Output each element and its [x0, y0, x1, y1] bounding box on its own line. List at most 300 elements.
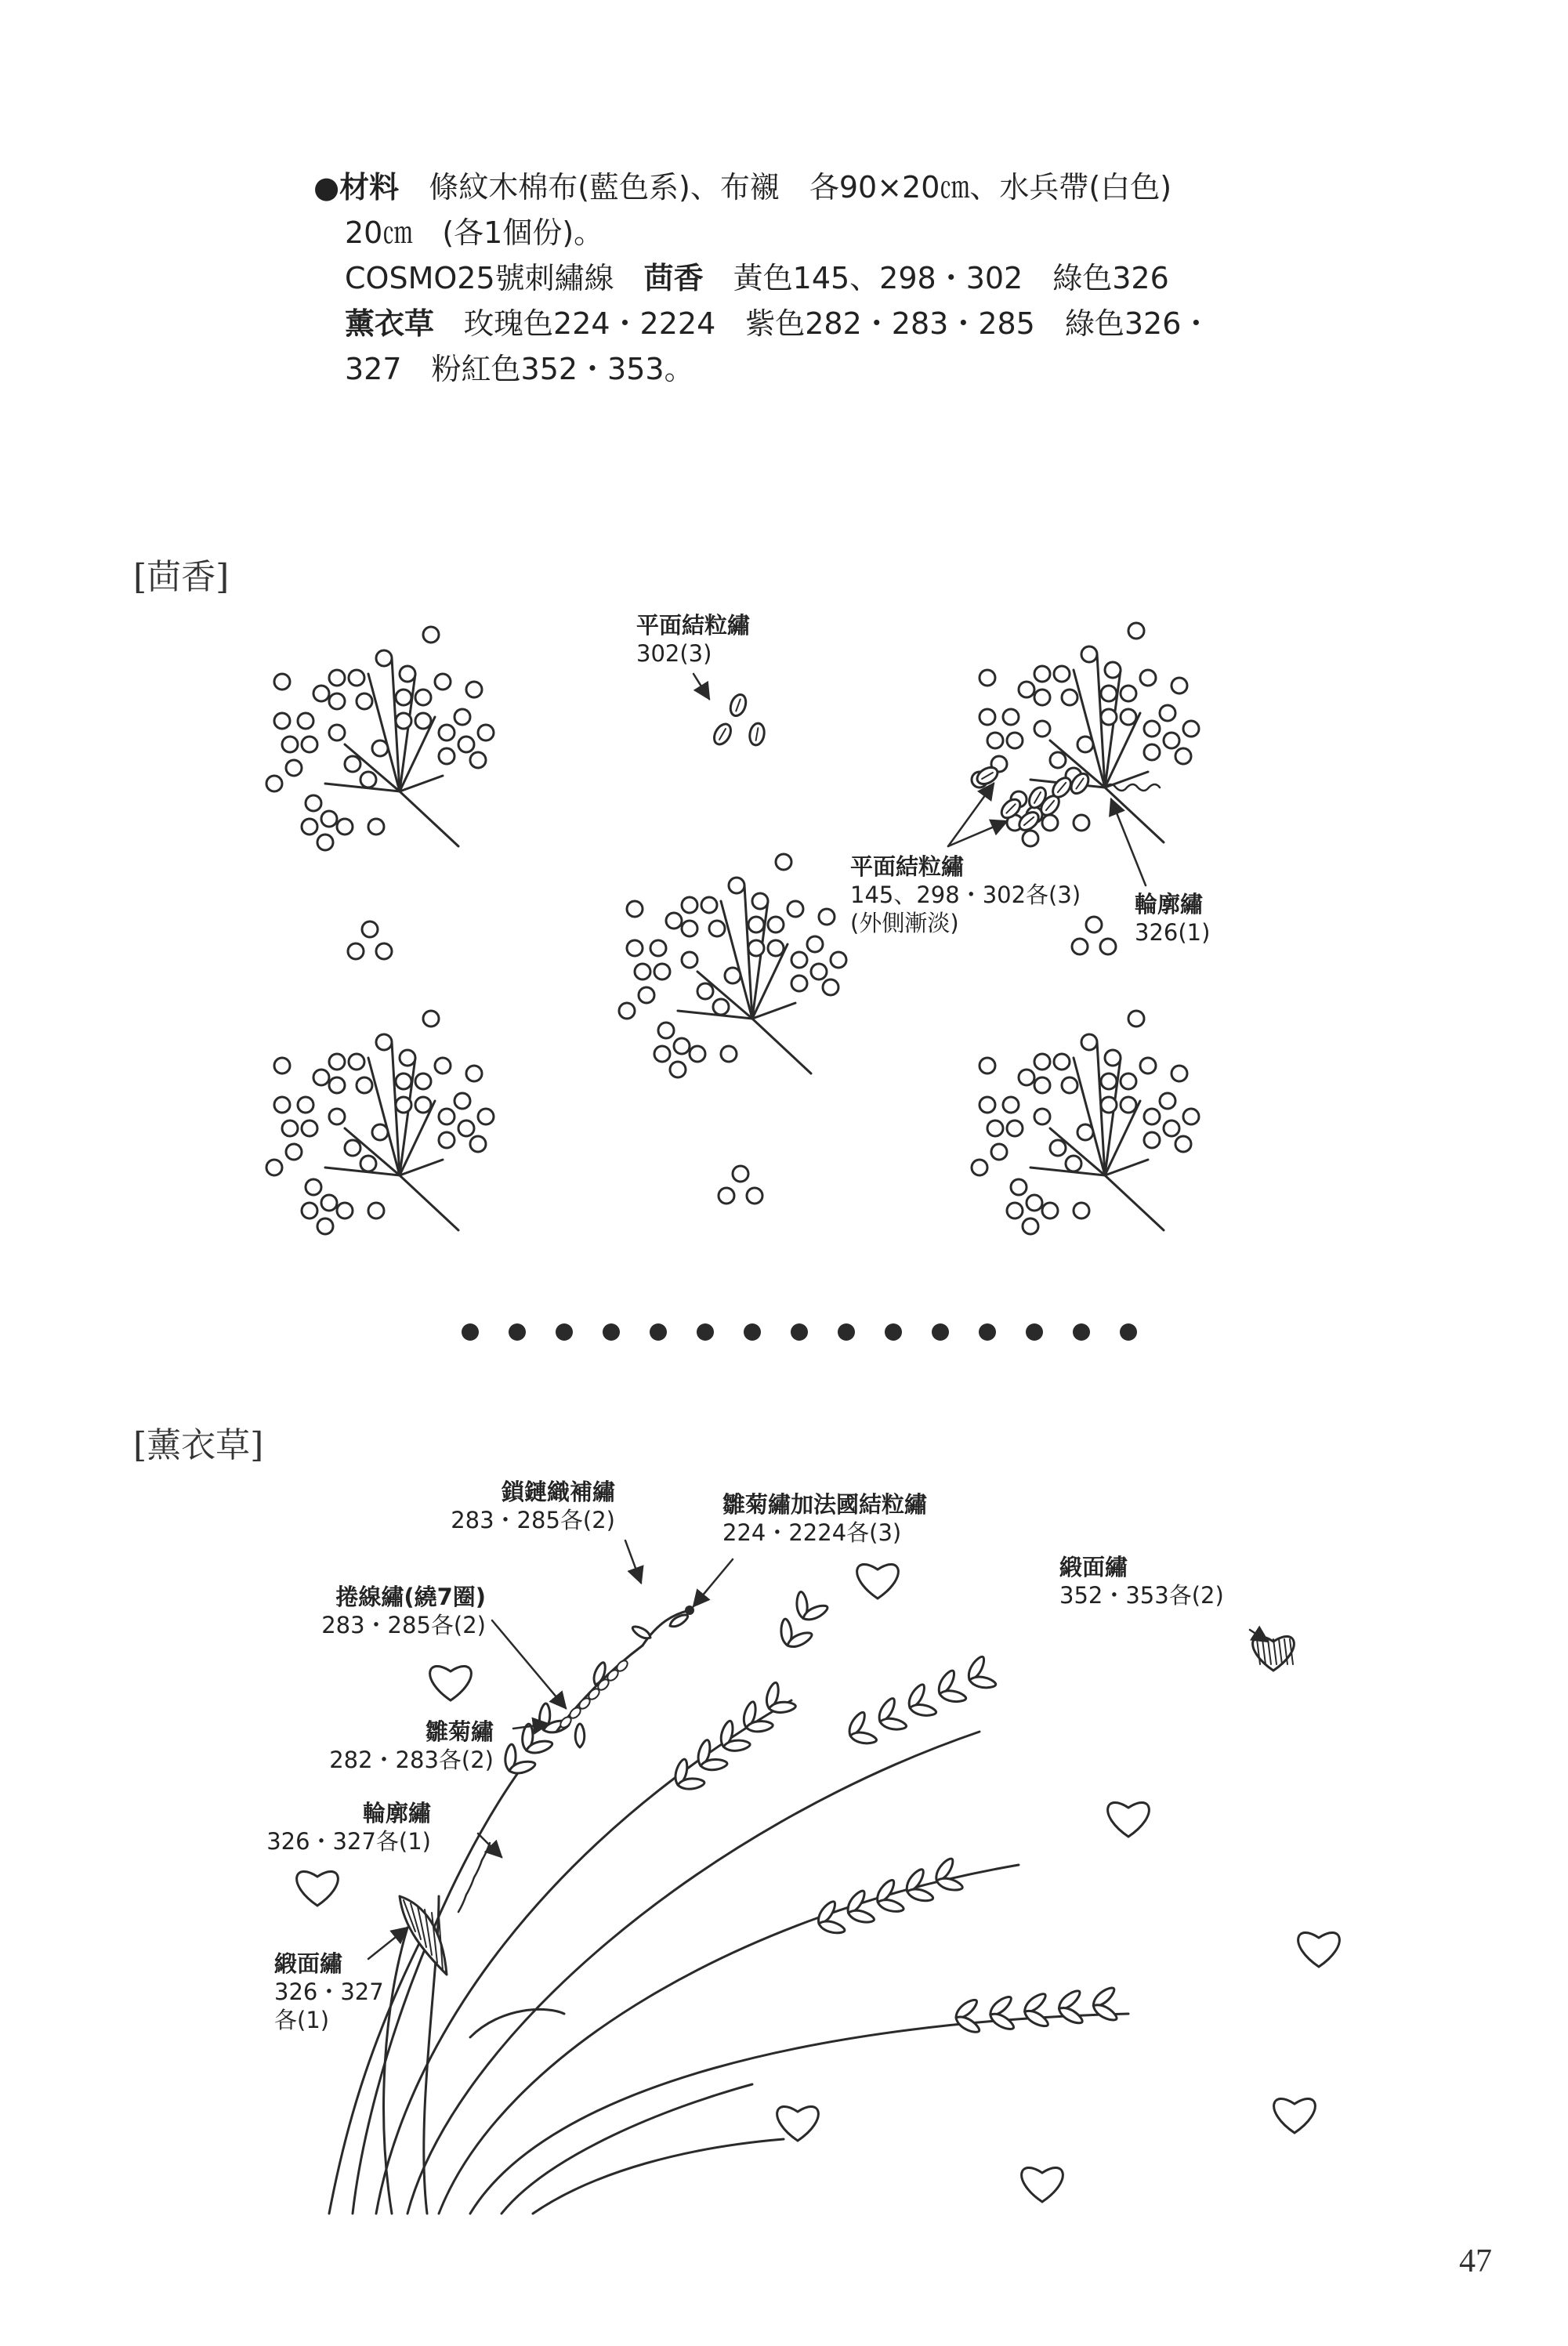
seed-dot	[466, 682, 482, 697]
seed-dot	[435, 674, 451, 690]
heart-outline	[1274, 2098, 1316, 2133]
lavender-spike-1	[701, 1760, 727, 1770]
heart-outline	[857, 1564, 899, 1598]
label-note: 326(1)	[1135, 919, 1211, 946]
seed-dot	[1101, 686, 1117, 701]
materials-text-1: 條紋木棉布(藍色系)、布襯 各90×20㎝、水兵帶(白色)	[429, 170, 1172, 205]
seed-dot	[690, 1046, 705, 1062]
seed-dot	[682, 952, 697, 968]
seed-dot	[329, 725, 345, 740]
seed-dot	[1128, 623, 1144, 639]
seed-dot	[470, 1136, 486, 1152]
seed-dot	[415, 1097, 431, 1113]
heart-satin-icon	[1253, 1636, 1295, 1671]
seed-dot	[627, 901, 643, 917]
lavender-spike-2	[850, 1732, 877, 1743]
arrow-daisy-french	[693, 1559, 733, 1606]
seed-dot	[329, 1054, 345, 1070]
seed-dot	[376, 650, 392, 666]
seed-dot	[1121, 1097, 1136, 1113]
lavender-spike-4	[1059, 2008, 1082, 2023]
seed-dot	[423, 1011, 439, 1026]
seed-dot	[1160, 1093, 1175, 1109]
seed-dot	[286, 1144, 302, 1160]
thread-brand: COSMO25號刺繡線	[345, 261, 644, 295]
seed-dot	[317, 1218, 333, 1234]
seed-dot	[274, 1058, 290, 1073]
seed-dot	[396, 1073, 411, 1089]
stem	[1105, 787, 1164, 842]
seed-dot	[439, 1132, 454, 1148]
seed-dot	[372, 740, 388, 756]
heart-icon	[777, 2106, 819, 2141]
seed-dot	[682, 921, 697, 936]
seed-dot	[329, 1109, 345, 1124]
daisy-bud	[575, 1724, 584, 1747]
seed-dot	[752, 893, 768, 909]
seed-dot	[1034, 721, 1050, 737]
seed-dot	[776, 854, 791, 870]
seed-dot	[1054, 666, 1070, 682]
lavender-spike-4	[1025, 2011, 1048, 2026]
label-note: 145、298・302各(3)	[850, 882, 1081, 908]
seed-dot	[1183, 721, 1199, 737]
divider-dot	[509, 1323, 526, 1341]
seed-dot	[1171, 1066, 1187, 1081]
lavender-spike-2	[910, 1704, 936, 1715]
label-title: 輪廓繡	[1135, 891, 1204, 918]
seed-dot	[788, 901, 803, 917]
seed-dot	[980, 1058, 995, 1073]
label-note: (外側漸淡)	[850, 910, 959, 936]
seed-dot	[345, 756, 360, 772]
seed-dot	[372, 1124, 388, 1140]
seed-dot	[831, 952, 846, 968]
seed-dot	[349, 670, 364, 686]
seed-dot	[1105, 1050, 1121, 1066]
lavender-spike-1	[678, 1779, 704, 1789]
divider-dot	[979, 1323, 996, 1341]
seed-dot	[1066, 1156, 1081, 1171]
seed-dot	[458, 1121, 474, 1136]
label-note: 326・327	[274, 1979, 384, 2005]
lavender-spike-3	[907, 1889, 933, 1901]
seed-dot	[478, 725, 494, 740]
seed-dot	[811, 964, 827, 979]
seed-dot	[1050, 1140, 1066, 1156]
label-note: 282・283各(2)	[329, 1747, 494, 1773]
lavender-spike-4	[1059, 1991, 1079, 2009]
heart-icon	[1298, 1932, 1340, 1967]
seed-dot	[286, 760, 302, 776]
lavender-word: 薰衣草	[345, 306, 435, 341]
seed-dot	[1042, 1203, 1058, 1218]
lavender-leaf-blade	[384, 1928, 407, 2214]
seed-dot	[1023, 1218, 1038, 1234]
seed-dot	[1121, 1073, 1136, 1089]
divider-dot	[650, 1323, 667, 1341]
arrow-outline-lavender	[478, 1834, 502, 1857]
materials-line-2: 20㎝ (各1個份)。	[345, 215, 604, 250]
seed-dot	[266, 776, 282, 791]
seed-dot	[819, 909, 835, 925]
seed-dot	[357, 1077, 372, 1093]
seed-dot	[454, 1093, 470, 1109]
seed-dot	[337, 819, 353, 834]
seed-dot	[1175, 1136, 1191, 1152]
seed-dot	[329, 1077, 345, 1093]
heart-outline	[777, 2106, 819, 2141]
lavender-spike-2	[880, 1718, 907, 1729]
seed-dot	[1144, 1132, 1160, 1148]
seed-dot	[317, 834, 333, 850]
heart-icon	[1108, 1802, 1150, 1837]
seed-dot	[415, 1073, 431, 1089]
stem	[752, 1019, 811, 1073]
seed-dot	[823, 979, 838, 995]
seed-dot	[682, 897, 697, 913]
seed-dot	[1101, 1073, 1117, 1089]
seed-dot	[313, 1070, 329, 1085]
dot	[376, 943, 392, 959]
seed-dot	[972, 1160, 987, 1175]
arrow-chain	[625, 1540, 641, 1583]
seed-dot	[980, 709, 995, 725]
label-note: 283・285各(2)	[321, 1612, 486, 1638]
seed-dot	[987, 1121, 1003, 1136]
divider-dot	[1120, 1323, 1137, 1341]
dot	[348, 943, 364, 959]
heart-icon	[857, 1564, 899, 1598]
divider-dot	[1073, 1323, 1090, 1341]
seed-dot	[1007, 1203, 1023, 1218]
seed-dot	[360, 1156, 376, 1171]
seed-dot	[1019, 1070, 1034, 1085]
seed-dot	[1011, 1179, 1027, 1195]
seed-dot	[1077, 737, 1093, 752]
lavender-stem	[353, 1763, 525, 2214]
seed-dot	[329, 693, 345, 709]
seed-dot	[791, 976, 807, 991]
dot	[1072, 939, 1088, 954]
dot	[733, 1166, 748, 1182]
seed-dot	[748, 917, 764, 932]
divider-dot	[885, 1323, 902, 1341]
seed-dot	[725, 968, 741, 983]
seed-dot	[302, 819, 317, 834]
lavender-spike-2	[969, 1677, 996, 1688]
seed-dot	[1101, 709, 1117, 725]
divider-dot	[791, 1323, 808, 1341]
seed-dot	[1023, 831, 1038, 846]
fennel-umbel-top-left	[266, 627, 494, 850]
lavender-spike-2	[940, 1691, 966, 1702]
seed-dot	[1175, 748, 1191, 764]
dot-divider	[462, 1323, 1137, 1341]
seed-dot	[1160, 705, 1175, 721]
seed-dot	[302, 1203, 317, 1218]
seed-dot	[306, 1179, 321, 1195]
seed-dot	[400, 666, 415, 682]
seed-dot	[478, 1109, 494, 1124]
seed-dot	[1105, 662, 1121, 678]
dot	[1086, 917, 1102, 932]
seed-dot	[1034, 1077, 1050, 1093]
seed-dot	[274, 674, 290, 690]
label-arrows	[368, 674, 1268, 1959]
label-note: 302(3)	[636, 640, 712, 667]
seed-dot	[1062, 690, 1077, 705]
heart-icon	[1022, 2167, 1063, 2202]
seed-dot	[400, 1050, 415, 1066]
outline-stitch-detail	[1105, 784, 1160, 791]
seed-dot	[337, 1203, 353, 1218]
seed-dot	[697, 983, 713, 999]
seed-dot	[466, 1066, 482, 1081]
lavender-spike-4	[990, 1997, 1011, 2015]
seed-dot	[980, 1097, 995, 1113]
lavender-spike-4	[956, 2017, 980, 2032]
fennel-word: 茴香	[643, 261, 704, 295]
seed-dot	[1054, 1054, 1070, 1070]
seed-dot	[454, 709, 470, 725]
label-note: 352・353各(2)	[1059, 1582, 1224, 1609]
seed-dot	[321, 811, 337, 827]
seed-dot	[1034, 1054, 1050, 1070]
seed-dot	[376, 1034, 392, 1050]
heart-outline	[297, 1871, 339, 1906]
seed-dot	[1062, 1077, 1077, 1093]
arrow-outline-fennel	[1111, 799, 1146, 885]
seed-dot	[654, 1046, 670, 1062]
divider-dot	[1026, 1323, 1043, 1341]
label-note: 283・285各(2)	[451, 1507, 615, 1533]
seed-dot	[274, 1097, 290, 1113]
dot	[747, 1188, 762, 1204]
label-title: 緞面繡	[1059, 1554, 1128, 1580]
daisy-french-petal	[632, 1627, 650, 1638]
seed-dot	[1128, 1011, 1144, 1026]
seed-dot	[435, 1058, 451, 1073]
seed-dot	[1042, 815, 1058, 831]
seed-dot	[1121, 686, 1136, 701]
outline-stitch-segment	[458, 1843, 490, 1912]
seed-dot	[345, 1140, 360, 1156]
seed-dot	[670, 1062, 686, 1077]
seed-dot	[1050, 752, 1066, 768]
label-title: 捲線繡(繞7圈)	[335, 1584, 486, 1610]
seed-dot	[701, 897, 717, 913]
lavender-spike-1	[723, 1740, 750, 1750]
seed-dot	[666, 913, 682, 929]
seed-dot	[1144, 1109, 1160, 1124]
seed-dot	[1183, 1109, 1199, 1124]
lavender-spike-3	[819, 1921, 845, 1933]
label-note: 224・2224各(3)	[722, 1519, 902, 1546]
seed-dot	[713, 999, 729, 1015]
label-title: 雛菊繡	[425, 1718, 494, 1745]
seed-dot	[1074, 1203, 1089, 1218]
label-title: 鎖鏈織補繡	[501, 1479, 615, 1505]
seed-dot	[980, 670, 995, 686]
label-title: 平面結粒繡	[636, 612, 751, 639]
seed-dot	[729, 878, 744, 893]
seed-dot	[635, 964, 650, 979]
seed-dot	[470, 752, 486, 768]
label-note: 各(1)	[274, 2007, 330, 2033]
heart-outline	[430, 1666, 472, 1700]
heart-outline	[1108, 1802, 1150, 1837]
divider-dot	[697, 1323, 714, 1341]
fennel-umbel-bottom-right	[972, 1011, 1199, 1234]
seed-dot	[807, 936, 823, 952]
seed-dot	[1074, 815, 1089, 831]
fennel-dot-trio-left	[348, 921, 392, 959]
divider-dot	[744, 1323, 761, 1341]
fennel-umbel-bottom-left	[266, 1011, 494, 1234]
seed-dot	[282, 1121, 298, 1136]
lavender-spike-1	[769, 1702, 795, 1712]
seed-dot	[266, 1160, 282, 1175]
seed-dot	[1144, 744, 1160, 760]
divider-dot	[556, 1323, 573, 1341]
label-title: 緞面繡	[274, 1950, 343, 1977]
lavender-spike-3	[936, 1878, 962, 1890]
seed-dot	[1034, 666, 1050, 682]
seed-dot	[987, 733, 1003, 748]
stem	[400, 1175, 458, 1230]
lavender-spike-4	[956, 2000, 976, 2018]
seed-dot	[458, 737, 474, 752]
fennel-umbel-center	[619, 854, 846, 1077]
stem	[1105, 1175, 1164, 1230]
divider-dot	[838, 1323, 855, 1341]
divider-dot	[603, 1323, 620, 1341]
bullet-icon: ●	[313, 170, 340, 205]
seed-dot	[396, 1097, 411, 1113]
heart-outline	[1298, 1932, 1340, 1967]
lavender-spike-4	[1025, 1994, 1045, 2012]
dot	[1100, 939, 1116, 954]
lavender-spike-4	[990, 2014, 1014, 2029]
seed-dot	[768, 917, 784, 932]
lavender-spike-4	[1093, 1988, 1114, 2006]
seed-dot	[1003, 709, 1019, 725]
lavender-leaf-blade	[329, 1935, 423, 2214]
seed-dot	[619, 1003, 635, 1019]
seed-dot	[1003, 1097, 1019, 1113]
seed-dot	[1007, 733, 1023, 748]
seed-dot	[1164, 733, 1179, 748]
seed-dot	[349, 1054, 364, 1070]
seed-dot	[768, 940, 784, 956]
seed-dot	[298, 713, 313, 729]
arrow-satin-bottom	[368, 1928, 407, 1959]
heart-icon	[430, 1666, 472, 1700]
seed-dot	[415, 713, 431, 729]
seed-dot	[627, 940, 643, 956]
seed-dot	[415, 690, 431, 705]
seed-dot	[306, 795, 321, 811]
arrow-flat-knot-top	[693, 674, 709, 699]
seed-dot	[1034, 690, 1050, 705]
label-note: 326・327各(1)	[266, 1828, 431, 1855]
fennel-dot-trio-right	[1072, 917, 1116, 954]
seed-dot	[1081, 646, 1097, 662]
lavender-colors: 玫瑰色224・2224 紫色282・283・285 綠色326・	[434, 306, 1211, 341]
seed-dot	[329, 670, 345, 686]
seed-dot	[439, 725, 454, 740]
lavender-spike-3	[878, 1900, 904, 1912]
fennel-section-title: [茴香]	[133, 557, 230, 597]
seed-dot	[439, 748, 454, 764]
seed-dot	[1019, 682, 1034, 697]
seed-dot	[1121, 709, 1136, 725]
lavender-stem	[533, 2139, 784, 2214]
seed-dot	[313, 686, 329, 701]
seed-dot	[721, 1046, 737, 1062]
seed-dot	[1081, 1034, 1097, 1050]
seed-dot	[709, 921, 725, 936]
seed-dot	[1007, 1121, 1023, 1136]
seed-dot	[639, 987, 654, 1003]
divider-dot	[932, 1323, 949, 1341]
page-number: 47	[1459, 2243, 1492, 2279]
seed-dot	[658, 1023, 674, 1038]
seed-dot	[650, 940, 666, 956]
seed-dot	[791, 952, 807, 968]
seed-dot	[1034, 1109, 1050, 1124]
seed-dot	[1140, 670, 1156, 686]
materials-heading: 材料	[339, 170, 400, 205]
seed-dot	[1171, 678, 1187, 693]
seed-dot	[357, 693, 372, 709]
label-title: 平面結粒繡	[850, 853, 965, 880]
lavender-leaf-blade	[470, 2009, 564, 2037]
seed-dot	[1077, 1124, 1093, 1140]
seed-dot	[674, 1038, 690, 1054]
seed-dot	[654, 964, 670, 979]
seed-dot	[748, 940, 764, 956]
materials-line-5: 327 粉紅色352・353。	[345, 352, 694, 386]
seed-dot	[1101, 1097, 1117, 1113]
divider-dot	[462, 1323, 479, 1341]
seed-dot	[1027, 1195, 1042, 1211]
lavender-section-title: [薰衣草]	[133, 1425, 264, 1465]
seed-dot	[439, 1109, 454, 1124]
fennel-colors: 黃色145、298・302 綠色326	[703, 261, 1169, 295]
seed-dot	[396, 713, 411, 729]
dot	[362, 921, 378, 937]
seed-dot	[321, 1195, 337, 1211]
seed-dot	[396, 690, 411, 705]
seed-dot	[302, 1121, 317, 1136]
fennel-pattern	[266, 623, 1199, 1234]
label-title: 雛菊繡加法國結粒繡	[722, 1491, 928, 1518]
heart-icon	[1274, 2098, 1316, 2133]
seed-dot	[368, 819, 384, 834]
fennel-dot-trio-bottom	[719, 1166, 762, 1204]
lavender-spike-3	[849, 1910, 875, 1922]
label-title: 輪廓繡	[362, 1800, 431, 1826]
seed-dot	[1140, 1058, 1156, 1073]
lavender-pattern	[297, 1564, 1340, 2214]
seed-dot	[302, 737, 317, 752]
seed-dot	[282, 737, 298, 752]
heart-icon	[297, 1871, 339, 1906]
lavender-spike-1	[746, 1721, 773, 1732]
seed-dot	[991, 1144, 1007, 1160]
